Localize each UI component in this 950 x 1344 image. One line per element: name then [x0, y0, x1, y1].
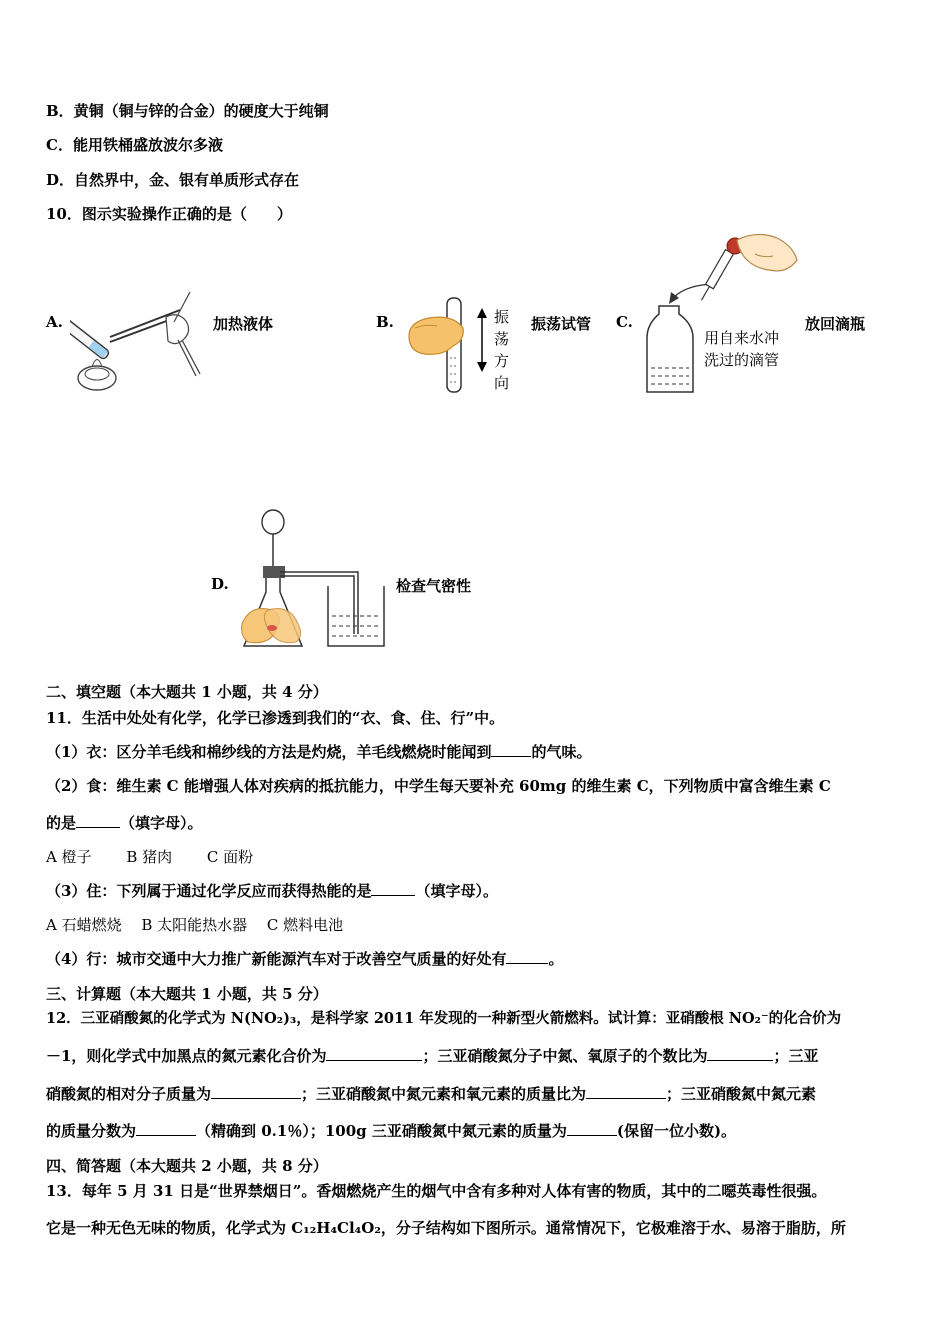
double-arrow-icon: [474, 308, 490, 372]
q12-blank-4[interactable]: [586, 1084, 666, 1099]
q10-d-letter: D.: [211, 575, 229, 593]
q11-part-3-options: A 石蜡燃烧 B 太阳能热水器 C 燃料电池: [46, 916, 344, 934]
q11-part-3-pre: （3）住：下列属于通过化学反应而获得热能的是: [46, 882, 372, 900]
b-arrow-label: 振荡方向: [494, 308, 510, 392]
q10-c-caption: 放回滴瓶: [805, 315, 866, 333]
q10-d-caption: 检查气密性: [396, 577, 472, 595]
q10-a-letter: A.: [46, 313, 63, 331]
q12-line-2-a: －1，则化学式中加黑点的氮元素化合价为: [46, 1047, 327, 1065]
q10-b-caption: 振荡试管: [531, 315, 592, 333]
section-3-heading: 三、计算题（本大题共 1 小题，共 5 分）: [46, 985, 328, 1003]
q12-blank-5[interactable]: [136, 1121, 196, 1136]
q12-line-2: [46, 1046, 818, 1066]
shaking-test-tube-figure: [405, 296, 475, 396]
q10-b-letter: B.: [376, 313, 394, 331]
q11-part-4-blank[interactable]: [506, 949, 548, 964]
q11-part-2-line-1: （2）食：维生素 C 能增强人体对疾病的抵抗能力，中学生每天要补充 60mg 的维生素 C，下列物质中富含维生素 C: [46, 777, 831, 795]
q11-part-1: [46, 742, 591, 762]
q12-blank-1[interactable]: [326, 1046, 422, 1061]
q10-c-letter: C.: [616, 313, 633, 331]
q11-part-2-blank[interactable]: [76, 813, 120, 828]
q12-line-3-c: ；三亚硝酸氮中氮元素: [666, 1085, 817, 1103]
q11-part-4-pre: （4）行：城市交通中大力推广新能源汽车对于改善空气质量的好处有: [46, 950, 507, 968]
q10-stem: 10．图示实验操作正确的是（ ）: [46, 205, 292, 223]
q11-part-1-blank[interactable]: [491, 742, 531, 757]
q12-blank-3[interactable]: [211, 1084, 301, 1099]
c-note-line-1: 用自来水冲: [704, 329, 780, 347]
q11-part-2-line-2: [46, 813, 203, 833]
q12-line-4-b: （精确到 0.1％）；100g 三亚硝酸氮中氮元素的质量为: [196, 1122, 567, 1140]
q10-a-caption: 加热液体: [213, 315, 274, 333]
q9-option-b: B．黄铜（铜与锌的合金）的硬度大于纯铜: [46, 102, 329, 120]
c-note-line-2: 洗过的滴管: [704, 351, 780, 369]
airtightness-check-figure: [238, 506, 388, 656]
heating-liquid-figure: [70, 282, 210, 394]
q12-line-4: [46, 1121, 736, 1141]
q11-stem: 11．生活中处处有化学，化学已渗透到我们的“衣、食、住、行”中。: [46, 709, 505, 727]
section-2-heading: 二、填空题（本大题共 1 小题，共 4 分）: [46, 683, 328, 701]
q11-part-1-post: 的气味。: [531, 743, 592, 761]
q11-part-1-pre: （1）衣：区分羊毛线和棉纱线的方法是灼烧，羊毛线燃烧时能闻到: [46, 743, 492, 761]
q12-line-4-a: 的质量分数为: [46, 1122, 137, 1140]
q11-part-2-pre: 的是: [46, 814, 77, 832]
q12-line-2-c: ；三亚: [773, 1047, 819, 1065]
q9-option-c: C．能用铁桶盛放波尔多液: [46, 136, 223, 154]
q11-part-2-options: A 橙子 B 猪肉 C 面粉: [46, 848, 254, 866]
q12-blank-6[interactable]: [567, 1121, 617, 1136]
q11-part-3-post: （填字母）。: [415, 882, 498, 900]
q12-line-4-c: (保留一位小数)。: [616, 1122, 737, 1140]
q12-line-3-b: ；三亚硝酸氮中氮元素和氧元素的质量比为: [301, 1085, 587, 1103]
q12-line-1: 12．三亚硝酸氮的化学式为 N(NO₂)₃，是科学家 2011 年发现的一种新型火箭燃料。试计算：亚硝酸根 NO₂⁻的化合价为: [46, 1010, 842, 1027]
q11-part-4-post: 。: [548, 950, 564, 968]
q11-part-4: [46, 949, 563, 969]
q9-option-d: D．自然界中，金、银有单质形式存在: [46, 171, 300, 189]
q12-blank-2[interactable]: [707, 1046, 773, 1061]
q11-part-2-post: （填字母）。: [120, 814, 203, 832]
q11-part-3-blank[interactable]: [371, 881, 415, 896]
q13-line-1: 13．每年 5 月 31 日是“世界禁烟日”。香烟燃烧产生的烟气中含有多种对人体有害的物质，其中的二噁英毒性很强。: [46, 1182, 827, 1200]
q12-line-2-b: ；三亚硝酸氮分子中氮、氧原子的个数比为: [422, 1047, 708, 1065]
q11-part-3: [46, 881, 498, 901]
dropper-bottle-figure: [643, 232, 801, 396]
q12-line-3: [46, 1084, 816, 1104]
q12-line-3-a: 硝酸氮的相对分子质量为: [46, 1085, 212, 1103]
q13-line-2: 它是一种无色无味的物质，化学式为 C₁₂H₄Cl₄O₂，分子结构如下图所示。通常情况下，它极难溶于水、易溶于脂肪，所: [46, 1219, 846, 1237]
section-4-heading: 四、简答题（本大题共 2 小题，共 8 分）: [46, 1157, 328, 1175]
